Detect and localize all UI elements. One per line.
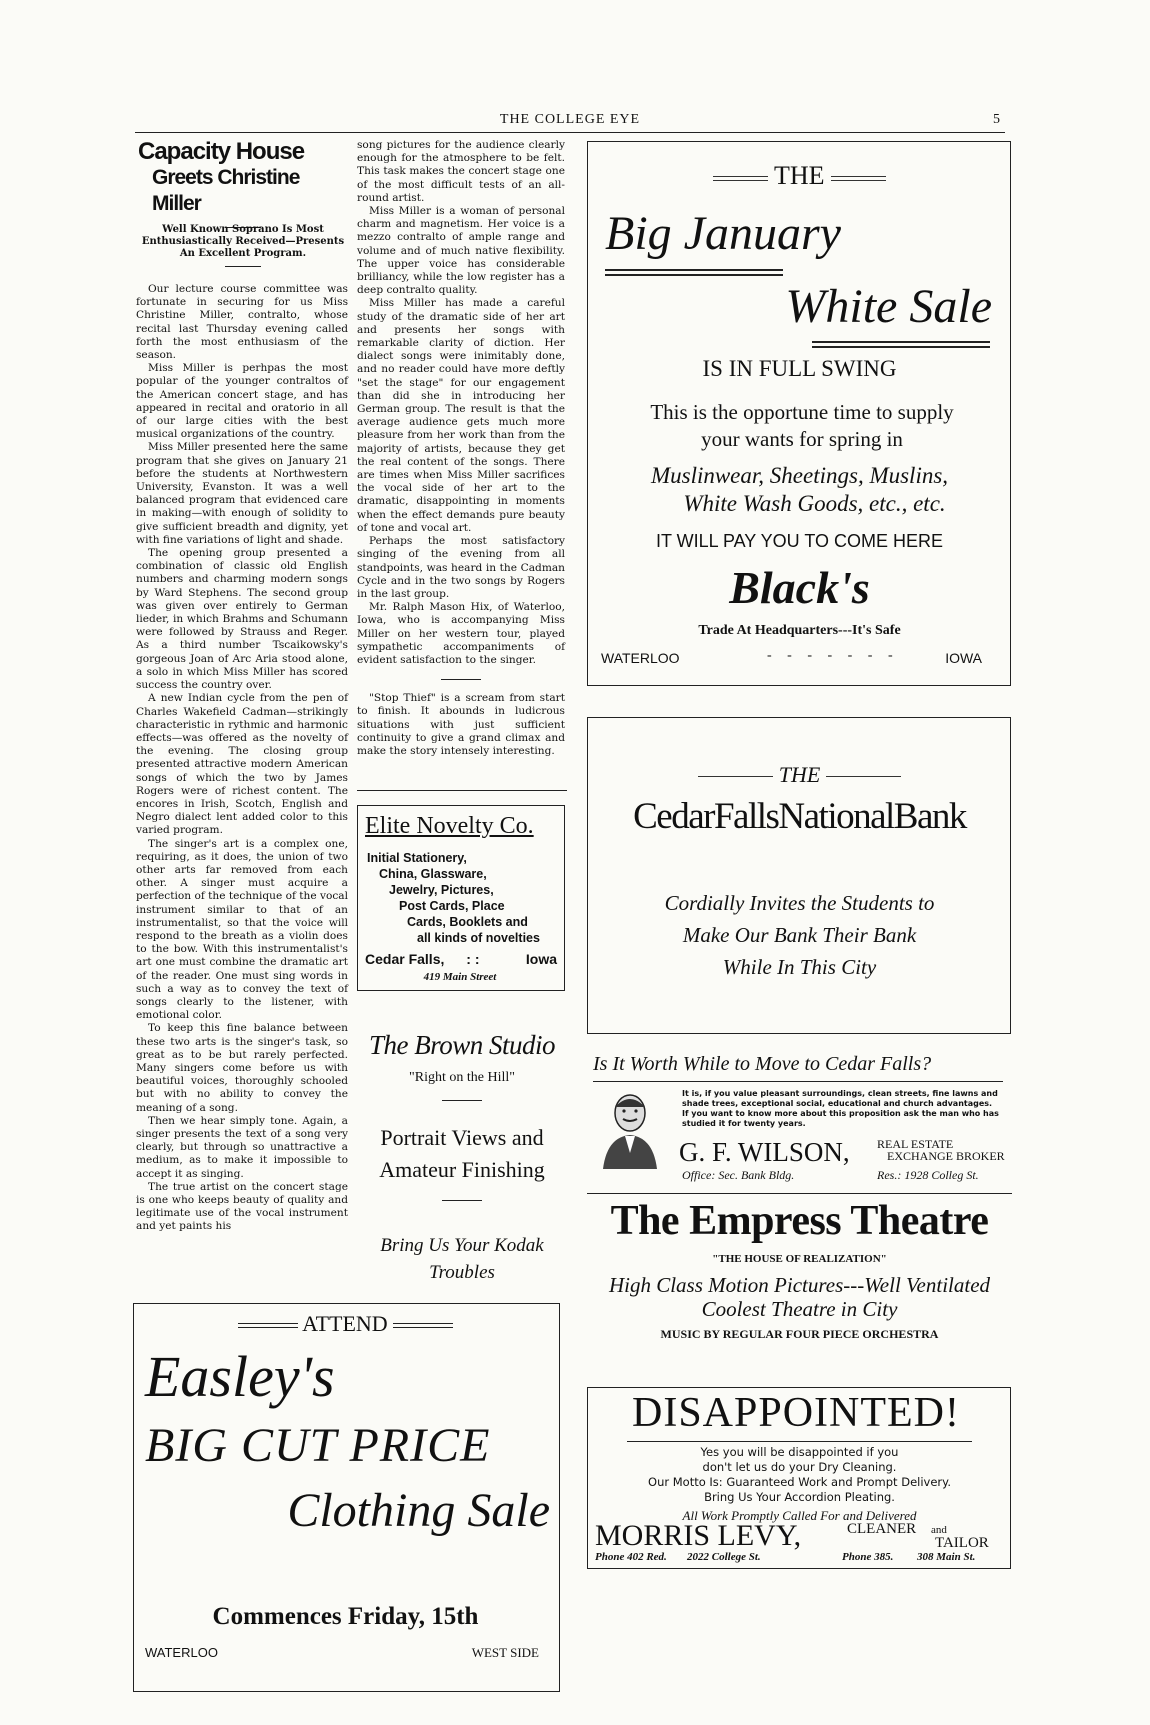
ad-attend [133, 1311, 558, 1337]
ad-line: Cordially Invites the Students to [664, 891, 935, 915]
ad-line: CLEANER [847, 1521, 917, 1537]
article-deck: Well Known Soprano Is Most Enthusiastically Received—Presents An Excellent Program. [141, 224, 345, 259]
ad-line: Coolest Theatre in City [701, 1297, 898, 1321]
article-paragraph: "Stop Thief" is a scream from start to finish. It abounds in ludicrous situations with just sufficient continuity to give a grand climax and make the story intensely interesting. [357, 692, 565, 757]
ad-state: Iowa [525, 951, 557, 967]
ad-body: It is, if you value pleasant surroundings, clean streets, fine lawns and shade trees, exceptional social, educational and church advantages. If you want to know more about this proposition ask the man who has studied it for twenty years. [682, 1089, 999, 1128]
ad-line: Trade At Headquarters---It's Safe [698, 623, 901, 638]
ad-title: The Brown Studio [368, 1030, 555, 1060]
ad-city: Cedar Falls, [365, 951, 445, 967]
headline-primary: Capacity House [138, 138, 305, 165]
decorative-rule [713, 176, 768, 181]
divider [587, 1193, 1012, 1194]
ad-address: 2022 College St. [687, 1551, 761, 1563]
ad-line: EXCHANGE BROKER [887, 1149, 1005, 1163]
divider [627, 1441, 972, 1442]
ad-the [587, 762, 1012, 788]
article-paragraph: Miss Miller is perhpas the most popular of the younger contraltos of the American concert stage, and has appeared in recital and oratorio in all of our large cities with the best musical organizations of the country. [136, 362, 348, 441]
ad-line: White Wash Goods, etc., etc. [683, 491, 946, 516]
headline-secondary: Greets Christine Miller [152, 166, 300, 215]
ad-item: Jewelry, Pictures, [389, 883, 494, 897]
decorative-rule [605, 269, 783, 276]
ad-headline: Is It Worth While to Move to Cedar Falls? [593, 1053, 932, 1075]
ad-easley [133, 1303, 561, 1693]
article-paragraph: Our lecture course committee was fortunate in securing for us Miss Christine Miller, contralto, whose recital last Thursday evening called forth the most enthusiasm of the season. [136, 283, 348, 362]
ad-line: MUSIC BY REGULAR FOUR PIECE ORCHESTRA [660, 1327, 939, 1341]
ad-line: don't let us do your Dry Cleaning. [702, 1460, 897, 1474]
article-paragraph: The singer's art is a complex one, requiring, as it does, the union of two other arts far removed from each other. A singer must acquire a perfection of the technique of the vocal instrument similar to that of an instrumentalist, so that the voice will respond to the breath as a violin does to the bow. With this instrumentalist's art one must combine the dramatic art of the reader. One must sing words in such a way as to convey the text of songs clearly to the listener, with emotional color. [136, 837, 348, 1022]
article-paragraph: song pictures for the audience clearly enough for the atmosphere to be felt. This task makes the concert stage one of the most difficult tests of an all-round artist. [357, 139, 565, 204]
ad-cedar-falls-national-bank [587, 717, 1012, 1035]
ad-address: 308 Main St. [917, 1551, 976, 1563]
ad-title: Easley's [145, 1344, 335, 1409]
ad-line: While In This City [722, 955, 877, 979]
ad-title: Black's [729, 562, 870, 613]
article-paragraph: Miss Miller has made a careful study of the dramatic side of her art and presents her songs with remarkable clarity of diction. Her dialect songs were inimitably done, and no reader could have more deftly "set the stage" for our engagement than did she in introducing her German group. The result is that the average audience gets much more pleasure from her work than from the majority of artists, because they get the real content of the songs. There are times when Miss Miller sacrifices the vocal side of her art to the dramatic, disappointing in moments when the effect demands pure beauty of tone and vocal art. [357, 297, 565, 534]
decorative-rule [238, 1323, 298, 1328]
masthead-title: THE COLLEGE EYE [499, 112, 641, 127]
ad-tagline: "Right on the Hill" [409, 1070, 515, 1085]
ad-the-label: THE [773, 161, 825, 190]
ad-blacks [587, 141, 1012, 687]
ad-date: Commences Friday, 15th [212, 1603, 479, 1630]
ad-item: Post Cards, Place [399, 899, 505, 913]
ad-body [587, 1445, 1012, 1505]
ad-item: China, Glassware, [379, 867, 487, 881]
article-paragraph: Then we hear simply tone. Again, a singer presents the text of a song very clearly, but through so unattractive a medium, as to make it impossible to accept it as singing. [136, 1114, 348, 1180]
article-column-1 [136, 283, 348, 1234]
ad-item: all kinds of novelties [417, 931, 540, 945]
ad-title: Big January [605, 207, 841, 260]
ad-line: Muslinwear, Sheetings, Muslins, [650, 463, 949, 488]
divider [442, 1200, 482, 1201]
ad-title: CedarFallsNationalBank [633, 796, 966, 837]
ad-line: and [931, 1524, 947, 1536]
divider [441, 679, 481, 680]
ad-headline: DISAPPOINTED! [632, 1390, 960, 1436]
article-paragraph: To keep this fine balance between these two arts is the singer's task, so great as to be but rarely perfected. Many singers come before us with beautiful voices, thoroughly schooled but with no ability to convey the meaning of a song. [136, 1022, 348, 1114]
ad-separator: - - - - - - - [767, 648, 899, 663]
ad-line: This is the opportune time to supply your wants for spring in [650, 400, 954, 451]
ad-title: Elite Novelty Co. [365, 813, 534, 839]
ad-separator: : : [466, 951, 480, 967]
ad-title: The Empress Theatre [610, 1198, 989, 1244]
ad-line: Portrait Views and [380, 1125, 544, 1150]
article-paragraph: A new Indian cycle from the pen of Charles Wakefield Cadman—strikingly characteristic in rythmic and harmonic effects—was offered as the novelty of the evening. The closing group presented attractive modern American songs of which the two by James Rogers were of richest content. The encores in Irish, Scotch, English and Negro dialect lent added color to this varied program. [136, 692, 348, 837]
ad-the-label: THE [778, 762, 821, 787]
ad-title: White Sale [785, 280, 992, 333]
ad-phone: Phone 385. [842, 1551, 894, 1563]
ad-line: IS IN FULL SWING [702, 356, 897, 381]
ad-headline: Clothing Sale [287, 1484, 550, 1537]
ad-line: Yes you will be disappointed if you [700, 1445, 899, 1459]
ad-brown-studio [357, 1030, 567, 1320]
article-paragraph: Mr. Ralph Mason Hix, of Waterloo, Iowa, who is accompanying Miss Miller on her western tour, played sympathetic accompaniments of evident satisfaction to the singer. [357, 601, 565, 666]
page-number: 5 [993, 112, 1000, 127]
ad-line: IT WILL PAY YOU TO COME HERE [655, 531, 944, 551]
ad-empress-theatre [587, 1193, 1012, 1358]
ad-location [365, 951, 557, 967]
ad-line: Amateur Finishing [379, 1157, 545, 1182]
ad-line: All Work Promptly Called For and Delivered [682, 1508, 917, 1523]
article-column-2 [357, 139, 565, 758]
divider [442, 1100, 482, 1101]
ad-line: Our Motto Is: Guaranteed Work and Prompt Delivery. [648, 1475, 951, 1489]
article-paragraph: The opening group presented a combination of classic old English numbers and charming modern songs by Ward Stephens. The second group was given over entirely to German lieder, in which Brahms and Schumann were followed by Strauss and Reger. As a third number Tscaikowsky's gorgeous Joan of Arc Aria stood alone, a solo in which Miss Miller has scored success the country over. [136, 547, 348, 692]
ad-line: Troubles [429, 1262, 495, 1283]
decorative-rule [826, 776, 901, 777]
ad-wilson [587, 1053, 1012, 1187]
ad-residence: Res.: 1928 Colleg St. [877, 1168, 979, 1182]
ad-item-list [367, 850, 557, 946]
portrait-image [599, 1089, 661, 1169]
masthead [135, 112, 1005, 133]
ad-location: WEST SIDE [471, 1645, 539, 1660]
article-paragraph: Miss Miller is a woman of personal charm and magnetism. Her voice is a mezzo contralto of ample range and volume and of much native flexibility. The upper voice has considerable brilliancy, while the low register has a deep contralto quality. [357, 205, 565, 297]
ad-line: Bring Us Your Accordion Pleating. [704, 1490, 895, 1504]
article-paragraph: Miss Miller presented here the same program that she gives on January 21 before the students at Northwestern University, Evanston. It was a well balanced program that evidenced care in making—with enough of solidity to give sufficient breadth and dignity, yet with fine variations of light and shade. [136, 441, 348, 546]
ad-elite-novelty [357, 805, 567, 992]
divider [225, 266, 261, 267]
ad-line: Bring Us Your Kodak [380, 1235, 544, 1256]
ad-title: MORRIS LEVY, [595, 1519, 802, 1552]
ad-attend-label: ATTEND [302, 1311, 388, 1336]
ad-line: TAILOR [935, 1535, 989, 1551]
ad-city: WATERLOO [601, 650, 680, 666]
decorative-rule [831, 176, 886, 181]
ad-tagline: "THE HOUSE OF REALIZATION" [712, 1253, 887, 1265]
article-paragraph: Perhaps the most satisfactory singing of the evening from all standpoints, was heard in the Cadman Cycle and in the two songs by Rogers in the last group. [357, 535, 565, 600]
ad-title: G. F. WILSON, [679, 1137, 850, 1167]
article-paragraph: The true artist on the concert stage is one who keeps beauty of quality and legitimate use of the vocal instrument and yet paints his [136, 1180, 348, 1233]
ad-the [587, 161, 1012, 191]
decorative-rule [812, 341, 990, 348]
ad-state: IOWA [945, 650, 982, 666]
ad-item: Cards, Booklets and [407, 915, 528, 929]
ad-city: WATERLOO [145, 1645, 218, 1660]
ad-morris-levy [587, 1387, 1012, 1691]
ad-phone: Phone 402 Red. [595, 1551, 667, 1563]
ad-line: High Class Motion Pictures---Well Ventilated [608, 1273, 991, 1297]
ad-item: Initial Stationery, [367, 851, 467, 865]
divider [357, 790, 567, 791]
divider [593, 1081, 1003, 1082]
decorative-rule [698, 776, 773, 777]
ad-office: Office: Sec. Bank Bldg. [682, 1168, 795, 1182]
decorative-rule [393, 1323, 453, 1328]
ad-line: REAL ESTATE [877, 1137, 954, 1151]
ad-line: Make Our Bank Their Bank [682, 923, 917, 947]
ad-headline: BIG CUT PRICE [145, 1419, 491, 1472]
ad-address: 419 Main Street [423, 971, 497, 983]
